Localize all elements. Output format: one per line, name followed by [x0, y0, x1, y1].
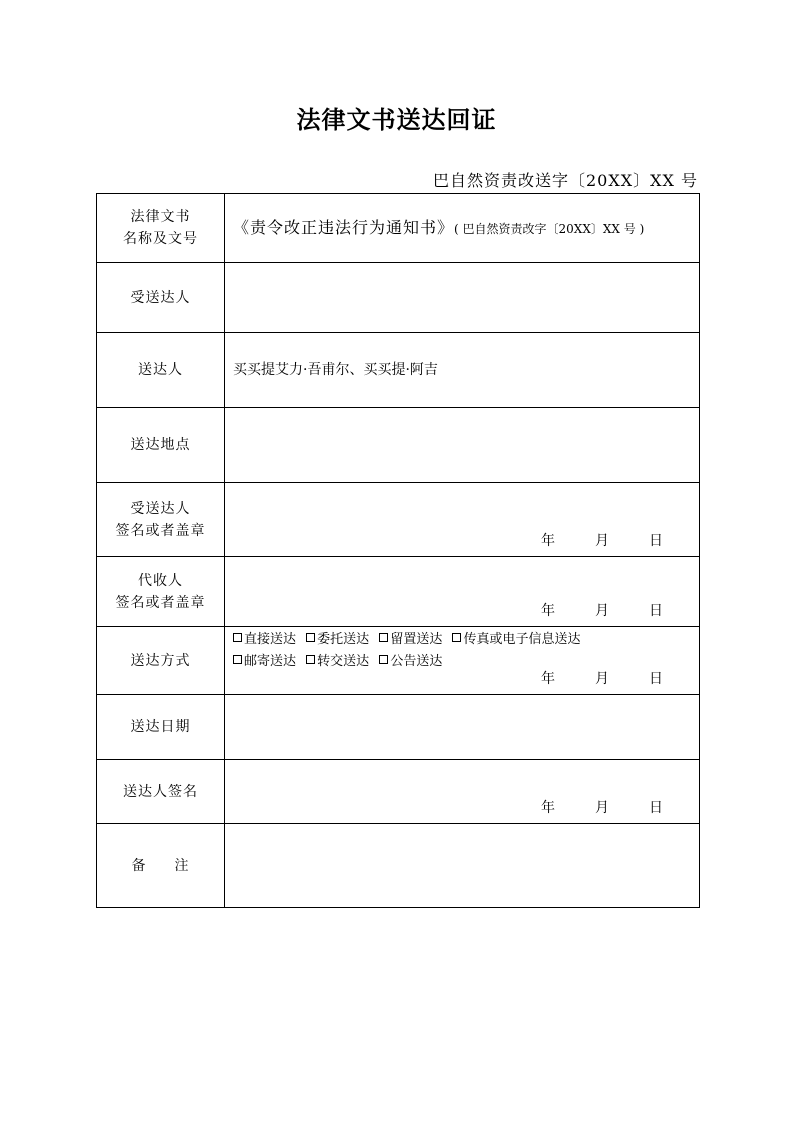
remarks-field[interactable]	[225, 824, 700, 908]
recipient-field[interactable]	[225, 263, 700, 333]
row-remarks	[97, 824, 700, 908]
server-signature-field[interactable]	[225, 760, 700, 824]
method-option-direct[interactable]: 直接送达	[233, 632, 296, 647]
server-signature-date	[541, 797, 663, 819]
label-delivery-method: 送达方式	[97, 627, 225, 695]
day-label: 日	[649, 603, 663, 619]
row-server-signature	[97, 760, 700, 824]
label-remarks	[97, 824, 225, 908]
label-delivery-date: 送达日期	[97, 695, 225, 760]
year-label: 年	[541, 800, 555, 816]
row-location	[97, 408, 700, 483]
recipient-signature-date	[541, 530, 663, 552]
label-remarks-b: 注	[174, 857, 190, 874]
day-label: 日	[649, 533, 663, 549]
row-delivery-method	[97, 627, 700, 695]
delivery-method-row-2	[233, 651, 586, 673]
agent-signature-field[interactable]	[225, 557, 700, 627]
checkbox-icon[interactable]	[233, 633, 242, 642]
label-document-name-line2: 名称及文号	[123, 231, 198, 247]
notice-title: 《责令改正违法行为通知书》	[233, 217, 455, 237]
method-option-transfer[interactable]: 转交送达	[306, 654, 369, 669]
checkbox-icon[interactable]	[379, 655, 388, 664]
agent-signature-date	[541, 600, 663, 622]
year-label: 年	[541, 603, 555, 619]
row-delivery-date	[97, 695, 700, 760]
label-recipient-signature-line1: 受送达人	[130, 500, 191, 517]
checkbox-icon[interactable]	[306, 655, 315, 664]
recipient-signature-field[interactable]	[225, 483, 700, 557]
row-recipient-signature	[97, 483, 700, 557]
month-label: 月	[595, 671, 609, 687]
label-recipient-signature	[97, 483, 225, 557]
year-label: 年	[541, 533, 555, 549]
label-recipient-signature-line2: 签名或者盖章	[115, 522, 206, 539]
method-option-entrusted[interactable]: 委托送达	[306, 632, 369, 647]
method-option-mail[interactable]: 邮寄送达	[233, 654, 296, 669]
delivery-method-field	[225, 627, 700, 695]
row-agent-signature	[97, 557, 700, 627]
day-label: 日	[649, 671, 663, 687]
checkbox-icon[interactable]	[233, 655, 242, 664]
label-agent-signature-line1: 代收人	[138, 572, 183, 589]
notice-reference: ( 巴自然资责改字〔20XX〕XX 号 )	[454, 221, 645, 236]
document-number: 巴自然资责改送字〔20XX〕XX 号	[432, 171, 698, 190]
delivery-method-options	[233, 629, 586, 673]
row-recipient	[97, 263, 700, 333]
delivery-method-row-1	[233, 629, 586, 651]
method-option-lien[interactable]: 留置送达	[379, 632, 442, 647]
method-option-electronic[interactable]: 传真或电子信息送达	[452, 632, 580, 647]
delivery-receipt-table	[96, 193, 700, 908]
day-label: 日	[649, 800, 663, 816]
month-label: 月	[595, 603, 609, 619]
label-server-signature: 送达人签名	[97, 760, 225, 824]
label-server: 送达人	[97, 333, 225, 408]
value-document-name	[225, 194, 700, 263]
label-document-name	[97, 194, 225, 263]
label-agent-signature-line2: 签名或者盖章	[115, 594, 206, 611]
month-label: 月	[595, 533, 609, 549]
checkbox-icon[interactable]	[452, 633, 461, 642]
label-agent-signature	[97, 557, 225, 627]
label-document-name-line1: 法律文书	[130, 209, 191, 225]
label-recipient: 受送达人	[97, 263, 225, 333]
month-label: 月	[595, 800, 609, 816]
location-field[interactable]	[225, 408, 700, 483]
label-remarks-a: 备	[131, 857, 147, 874]
year-label: 年	[541, 671, 555, 687]
checkbox-icon[interactable]	[379, 633, 388, 642]
delivery-method-date	[541, 668, 663, 690]
page-title: 法律文书送达回证	[296, 106, 497, 134]
delivery-date-field[interactable]	[225, 695, 700, 760]
server-field[interactable]: 买买提艾力·吾甫尔、买买提·阿吉	[225, 333, 700, 408]
method-option-public-notice[interactable]: 公告送达	[379, 654, 442, 669]
row-server	[97, 333, 700, 408]
row-document-name	[97, 194, 700, 263]
checkbox-icon[interactable]	[306, 633, 315, 642]
label-location: 送达地点	[97, 408, 225, 483]
